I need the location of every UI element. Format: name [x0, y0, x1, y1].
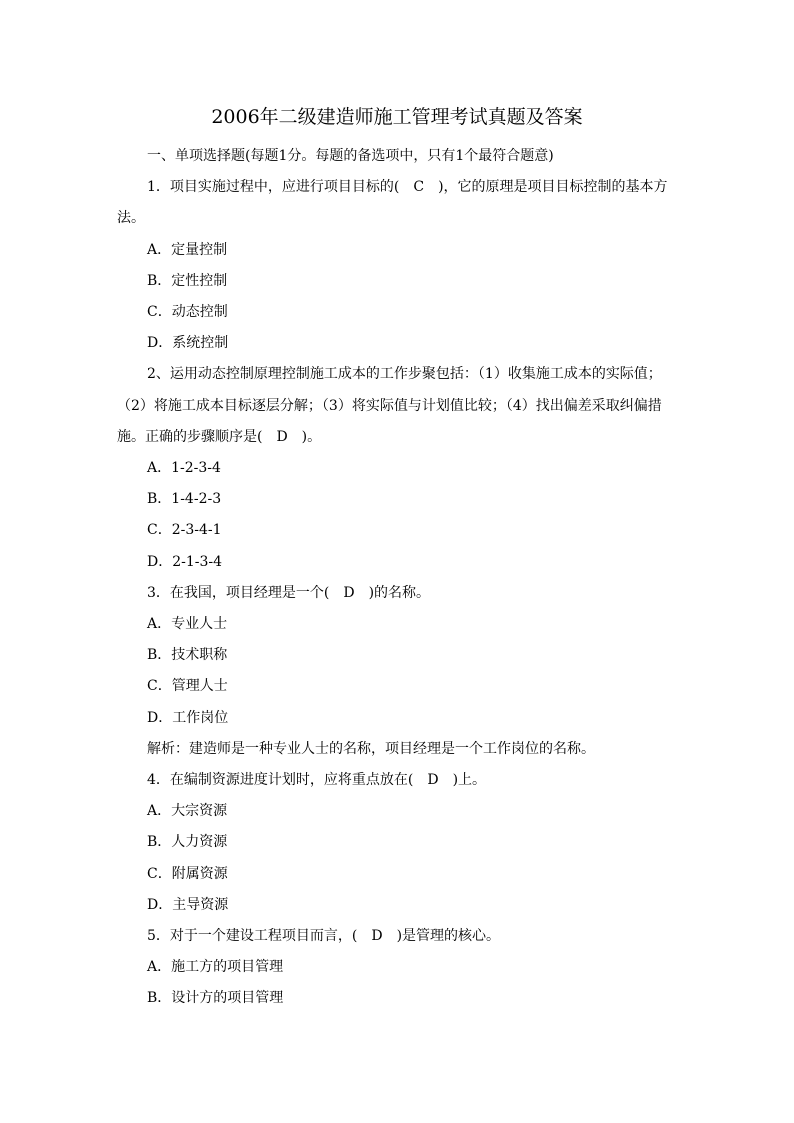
- question-5-option-b: B．设计方的项目管理: [147, 990, 284, 1007]
- question-4-option-c: C．附属资源: [147, 865, 228, 882]
- question-3-option-c: C．管理人士: [147, 678, 228, 695]
- question-2-option-b: B．1-4-2-3: [147, 491, 222, 508]
- question-4-option-d: D．主导资源: [147, 896, 229, 913]
- section-heading: 一、单项选择题(每题1分。每题的备选项中，只有1个最符合题意): [147, 148, 554, 164]
- question-1-option-c: C．动态控制: [147, 304, 228, 321]
- question-2-stem: 2、运用动态控制原理控制施工成本的工作步聚包括：（1）收集施工成本的实际值；（2）将施工成本目标逐层分解；（3）将实际值与计划值比较；（4）找出偏差采取纠偏措施。正确的步骤顺序是( D )。: [117, 366, 662, 445]
- question-1-option-a: A．定量控制: [147, 241, 228, 258]
- question-1-option-d: D．系统控制: [147, 335, 229, 352]
- question-3-stem: 3．在我国，项目经理是一个( D )的名称。: [147, 584, 431, 601]
- question-4-stem: 4．在编制资源进度计划时，应将重点放在( D )上。: [147, 772, 487, 789]
- question-5-option-a: A．施工方的项目管理: [147, 959, 284, 976]
- question-3-analysis: 解析：建造师是一种专业人士的名称，项目经理是一个工作岗位的名称。: [147, 740, 595, 757]
- question-3-option-b: B．技术职称: [147, 647, 228, 664]
- question-2-option-c: C．2-3-4-1: [147, 522, 222, 539]
- question-2-option-a: A．1-2-3-4: [147, 460, 221, 477]
- document-body: [117, 141, 677, 1015]
- question-1-stem: 1．项目实施过程中，应进行项目目标的( C )，它的原理是项目目标控制的基本方法。: [117, 179, 668, 227]
- question-3-option-a: A．专业人士: [147, 616, 228, 633]
- question-4-option-a: A．大宗资源: [147, 803, 228, 820]
- question-2-option-d: D．2-1-3-4: [147, 553, 223, 570]
- question-5-stem: 5．对于一个建设工程项目而言，( D )是管理的核心。: [147, 928, 501, 945]
- document-title: 2006年二级建造师施工管理考试真题及答案: [211, 106, 583, 128]
- question-4-option-b: B．人力资源: [147, 834, 228, 851]
- question-1-option-b: B．定性控制: [147, 272, 228, 289]
- question-3-option-d: D．工作岗位: [147, 709, 229, 726]
